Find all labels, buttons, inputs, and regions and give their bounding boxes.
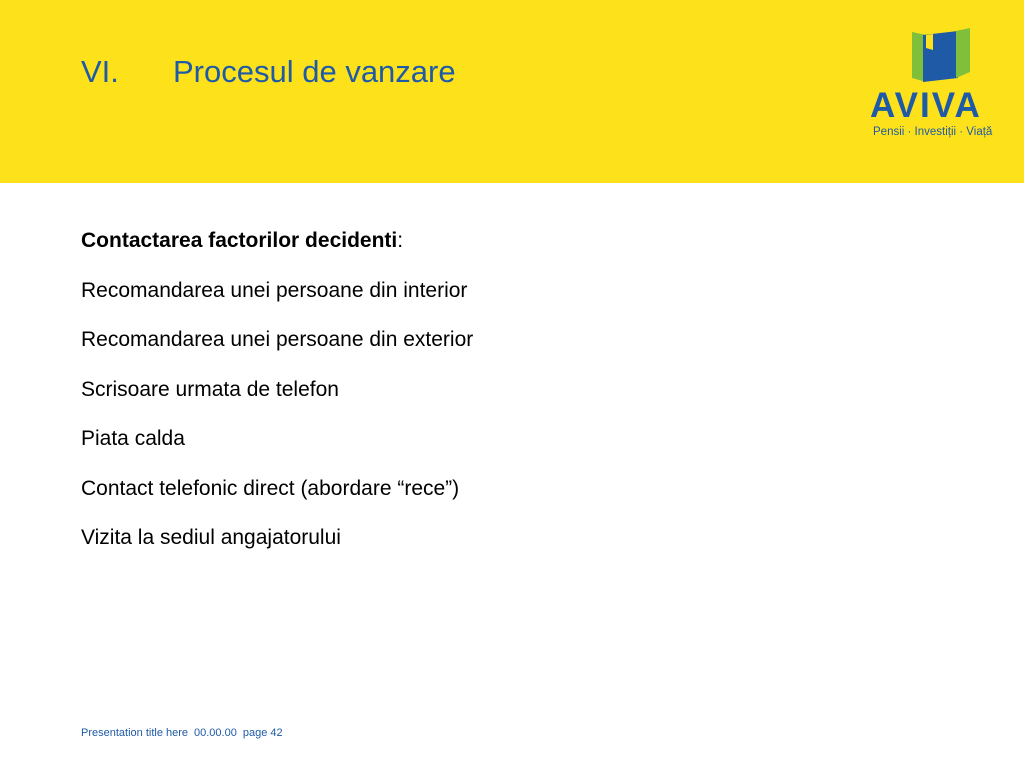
footer-page-number: page 42 bbox=[242, 727, 283, 739]
content-heading bbox=[81, 224, 961, 274]
list-item: Contact telefonic direct (abordare “rece”) bbox=[81, 476, 460, 500]
list-item: Recomandarea unei persoane din exterior bbox=[81, 328, 474, 351]
slide-title-text: Procesul de vanzare bbox=[173, 54, 456, 89]
list-item: Scrisoare urmata de telefon bbox=[81, 377, 339, 401]
bullet-list bbox=[81, 224, 961, 571]
list-item: Recomandarea unei persoane din interior bbox=[81, 278, 468, 302]
list-item: Piata calda bbox=[81, 427, 185, 450]
content-heading-bold: Contactarea factorilor decidenti bbox=[81, 229, 398, 252]
footer-date: 00.00.00 bbox=[194, 727, 237, 739]
footer-presentation-title: Presentation title here bbox=[81, 727, 189, 739]
content-heading-suffix: : bbox=[397, 229, 404, 252]
aviva-tagline: Pensii · Investiții · Viață bbox=[873, 126, 993, 138]
slide-title bbox=[81, 54, 456, 90]
aviva-wordmark: AVIVA bbox=[870, 86, 982, 125]
aviva-flag-mark-icon bbox=[912, 28, 970, 86]
list-item: Vizita la sediul angajatorului bbox=[81, 526, 341, 549]
slide-title-number: VI. bbox=[81, 54, 119, 89]
aviva-logo bbox=[866, 28, 1006, 148]
footer bbox=[81, 727, 289, 739]
